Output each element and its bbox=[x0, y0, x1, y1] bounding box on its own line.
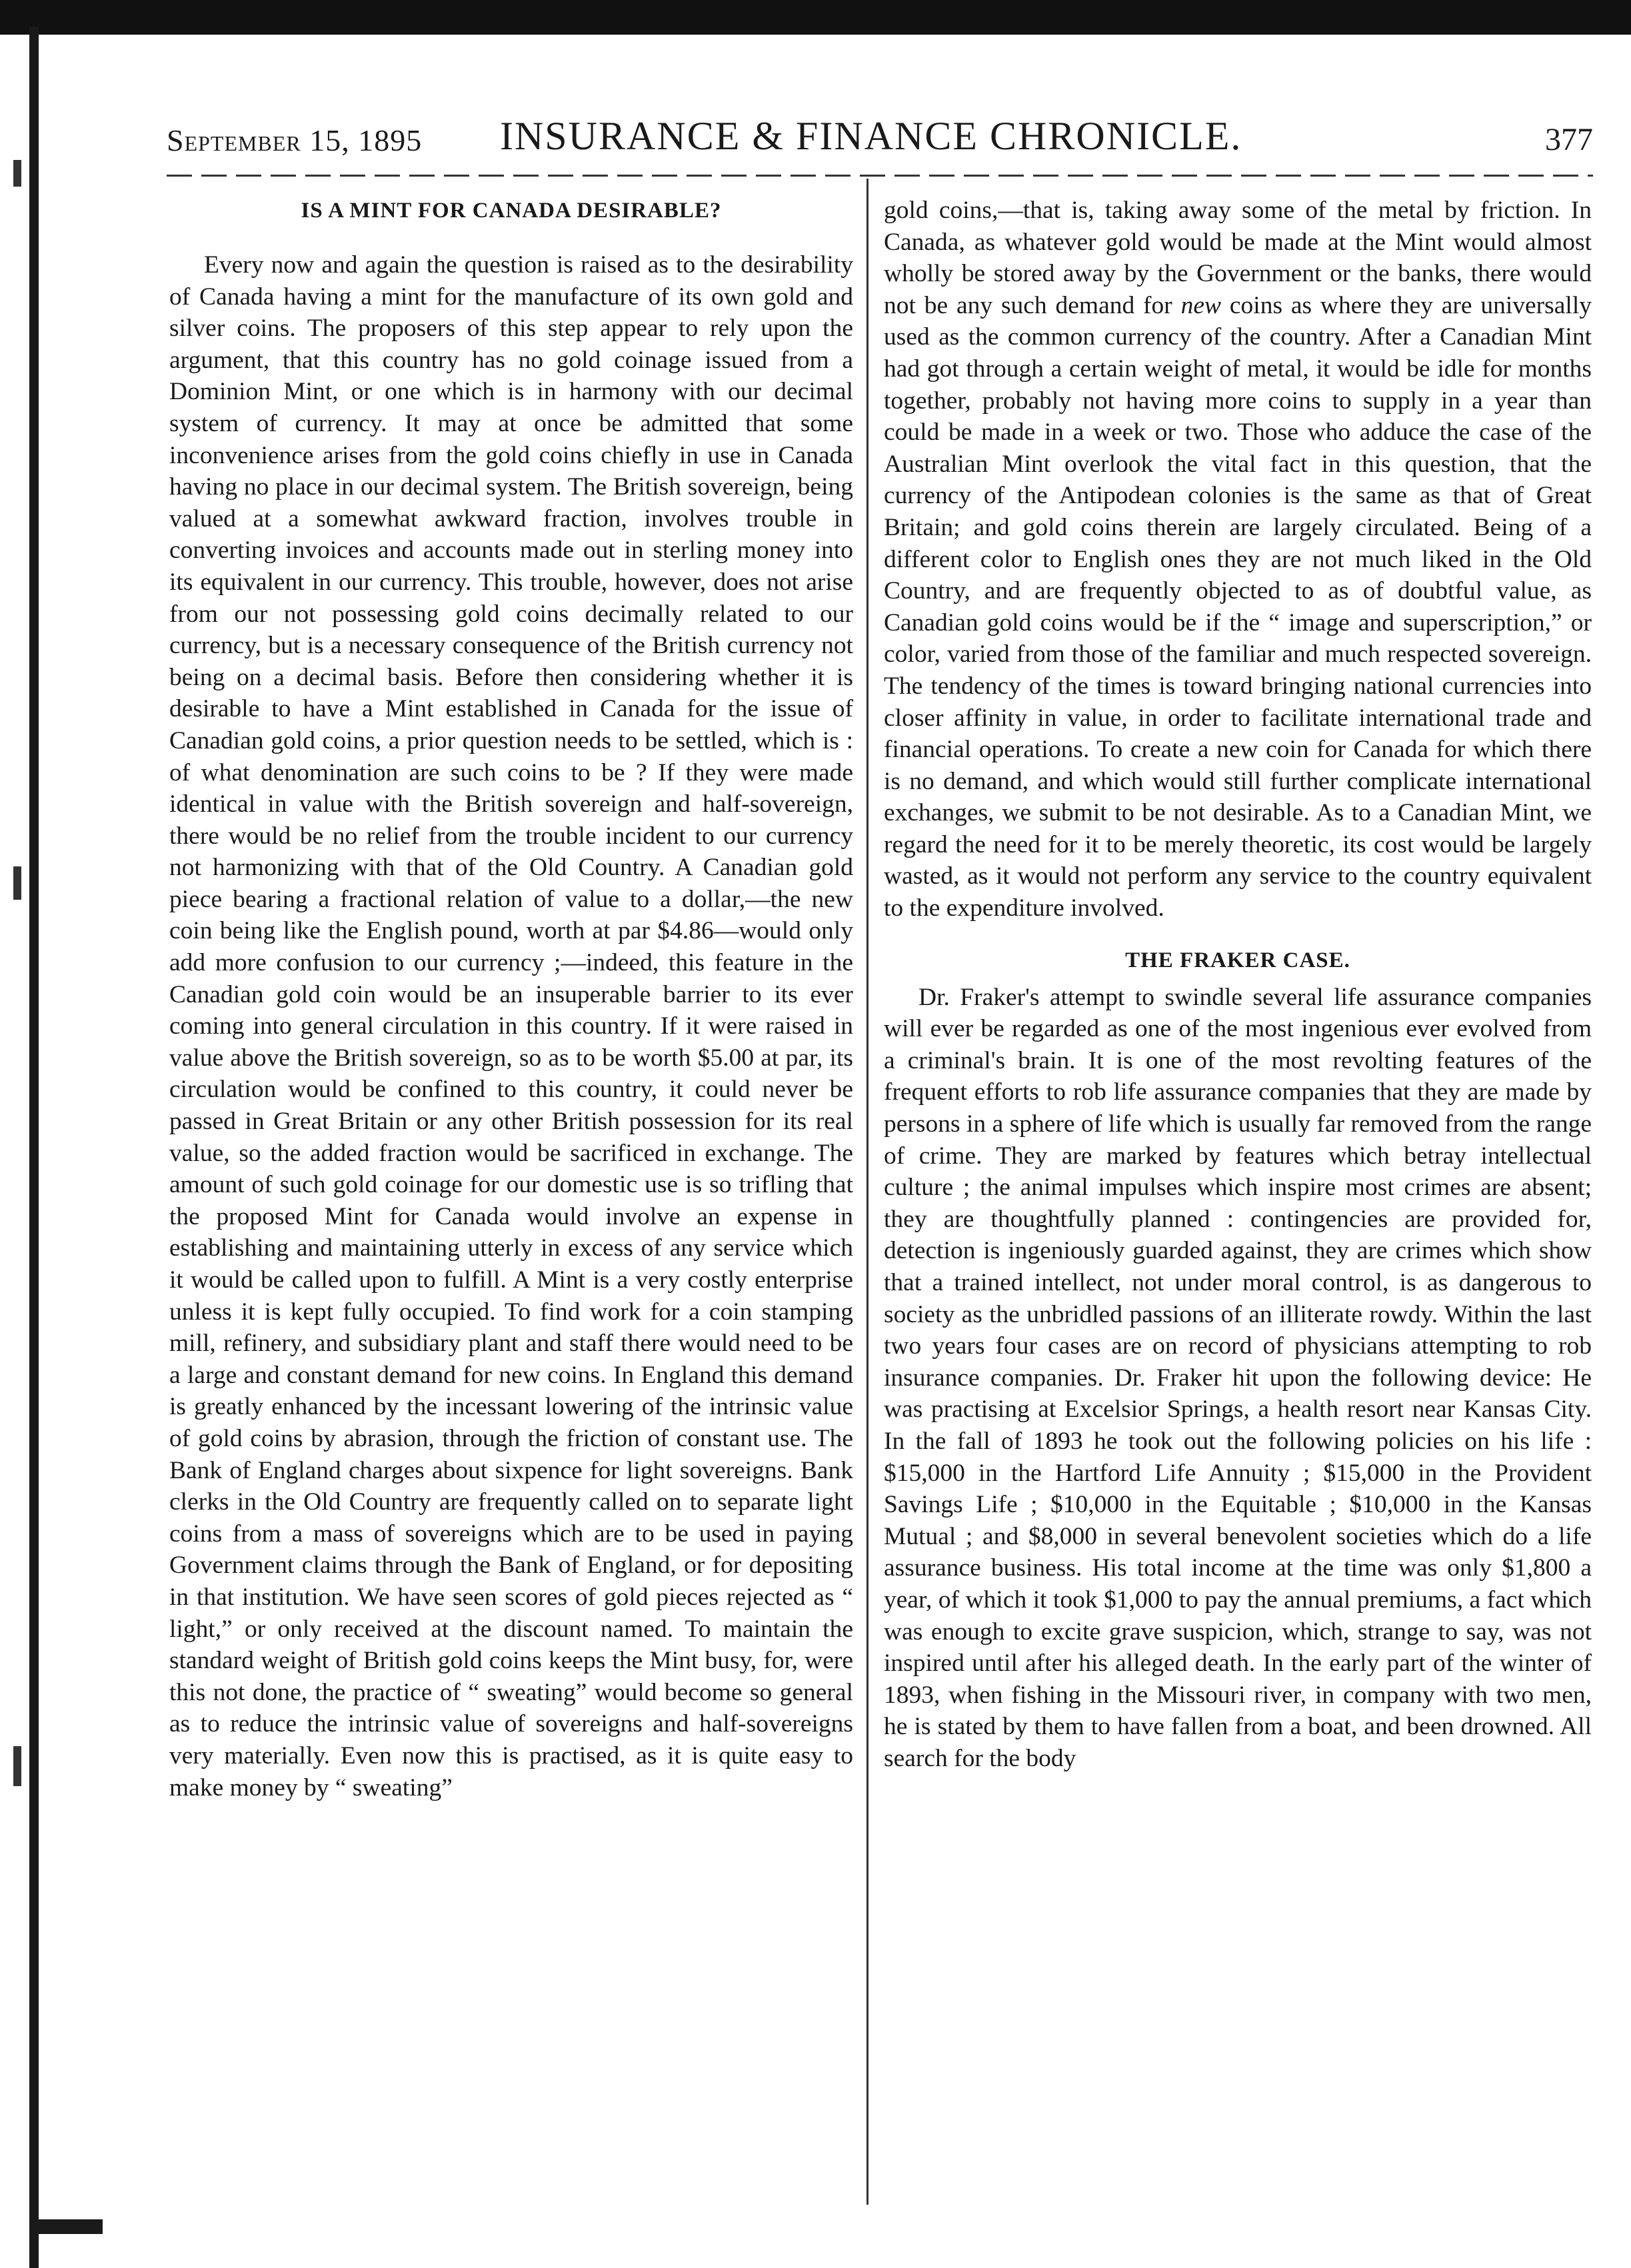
text-run: coins as where they are universally used as the common currency of the country. After a Canadian Mint had got through a certain weight of metal, it would be idle for months together, probably not having more coins to supply in a year than could be made in a week or two. Those who adduce the case of the Australian Mint overlook the vital fact in this question, that the currency of the Antipodean colonies is the same as that of Great Britain; and gold coins therein are largely circulated. Being of a different color to English ones they are not much liked in the Old Country, and are frequently objected to as of doubtful value, as Canadian gold coins would be if the “ image and superscription,” or color, varied from those of the familiar and much respected sovereign. The tendency of the times is toward bringing national currencies into closer affinity in value, in order to facilitate international trade and financial operations. To create a new coin for Canada for which there is no demand, and which would still further complicate international exchanges, we submit to be not desirable. As to a Canadian Mint, we regard the need for it to be merely theoretic, its cost would be largely wasted, as it would not perform any service to the country equivalent to the expenditure involved. bbox=[884, 291, 1592, 922]
margin-mark bbox=[13, 160, 21, 187]
page-number: 377 bbox=[1545, 122, 1593, 157]
top-border-rule bbox=[0, 0, 1631, 35]
page-binding-base bbox=[29, 2219, 103, 2234]
margin-mark bbox=[13, 1746, 21, 1786]
article-body-mint-continued bbox=[884, 195, 1592, 924]
column-divider bbox=[866, 179, 868, 2205]
header-rule bbox=[167, 175, 1593, 177]
page-binding-edge bbox=[29, 27, 39, 2268]
article-body-mint: Every now and again the question is raised as to the desirability of Canada having a mint for the manufacture of its own gold and silver coins. The proposers of this step appear to rely upon the argument, that this country has no gold coinage issued from a Dominion Mint, or one which is in harmony with our decimal system of currency. It may at once be admitted that some inconvenience arises from the gold coins chiefly in use in Canada having no place in our decimal system. The British sovereign, being valued at a somewhat awkward fraction, involves trouble in converting invoices and accounts made out in sterling money into its equivalent in our currency. This trouble, however, does not arise from our not possessing gold coins decimally related to our currency, but is a necessary consequence of the British currency not being on a decimal basis. Before then considering whether it is desirable to have a Mint established in Canada for the issue of Canadian gold coins, a prior question needs to be settled, which is : of what denomination are such coins to be ? If they were made identical in value with the British sovereign and half-sovereign, there would be no relief from the trouble incident to our currency not harmonizing with that of the Old Country. A Canadian gold piece bearing a fractional relation of value to a dollar,—the new coin being like the English pound, worth at par $4.86—would only add more confusion to our currency ;—indeed, this feature in the Canadian gold coin would be an insuperable barrier to its ever coming into general circulation in this country. If it were raised in value above the British sovereign, so as to be worth $5.00 at par, its circulation would be confined to this country, it could never be passed in Great Britain or any other British possession for its real value, so the added fraction would be sacrificed in exchange. The amount of such gold coinage for our domestic use is so trifling that the proposed Mint for Canada would involve an expense in establishing and maintaining utterly in excess of any service which it would be called upon to fulfill. A Mint is a very costly enterprise unless it is kept fully occupied. To find work for a coin stamping mill, refinery, and subsidiary plant and staff there would need to be a large and constant demand for new coins. In England this demand is greatly enhanced by the incessant lowering of the intrinsic value of gold coins by abrasion, through the friction of constant use. The Bank of England charges about sixpence for light sovereigns. Bank clerks in the Old Country are frequently called on to separate light coins from a mass of sovereigns which are to be used in paying Government claims through the Bank of England, or for depositing in that institution. We have seen scores of gold pieces rejected as “ light,” or only received at the discount named. To maintain the standard weight of British gold coins keeps the Mint busy, for, were this not done, the practice of “ sweating” would become so general as to reduce the intrinsic value of sovereigns and half-sovereigns very materially. Even now this is practised, as it is quite easy to make money by “ sweating” bbox=[169, 251, 853, 1801]
running-header bbox=[167, 113, 1593, 167]
article-heading-fraker: THE FRAKER CASE. bbox=[1125, 948, 1350, 972]
right-column bbox=[884, 195, 1592, 1775]
italic-text-run: new bbox=[1180, 291, 1222, 319]
left-column bbox=[169, 195, 853, 1803]
header-date: September 15, 1895 bbox=[167, 123, 423, 157]
margin-mark bbox=[13, 866, 21, 900]
article-heading-mint: IS A MINT FOR CANADA DESIRABLE? bbox=[301, 199, 722, 223]
text-run: gold coins,—that is, taking away some of the metal by friction. In Canada, as whatever gold would be made at the Mint would almost wholly be stored away by the Government or the banks, there would not be any such demand for bbox=[884, 197, 1592, 319]
publication-title: INSURANCE & FINANCE CHRONICLE. bbox=[500, 114, 1242, 158]
article-body-fraker: Dr. Fraker's attempt to swindle several life assurance companies will ever be regarded as one of the most ingenious ever evolved from a criminal's brain. It is one of the most revolting features of the frequent efforts to rob life assurance companies that they are made by persons in a sphere of life which is usually far removed from the range of crime. They are marked by features which betray intellectual culture ; the animal impulses which inspire most crimes are absent; they are thoughtfully planned : contingencies are provided for, detection is ingeniously guarded against, they are crimes which show that a trained intellect, not under moral control, is as dangerous to society as the unbridled passions of an illiterate rowdy. Within the last two years four cases are on record of physicians attempting to rob insurance companies. Dr. Fraker hit upon the following device: He was practising at Excelsior Springs, a health resort near Kansas City. In the fall of 1893 he took out the following policies on his life : $15,000 in the Hartford Life Annuity ; $15,000 in the Provident Savings Life ; $10,000 in the Equitable ; $10,000 in the Kansas Mutual ; and $8,000 in several benevolent societies which do a life assurance business. His total income at the time was only $1,800 a year, of which it took $1,000 to pay the annual premiums, a fact which was enough to excite grave suspicion, which, strange to say, was not inspired until after his alleged death. In the early part of the winter of 1893, when fishing in the Missouri river, in company with two men, he is stated by them to have fallen from a boat, and been drowned. All search for the body bbox=[884, 983, 1592, 1772]
